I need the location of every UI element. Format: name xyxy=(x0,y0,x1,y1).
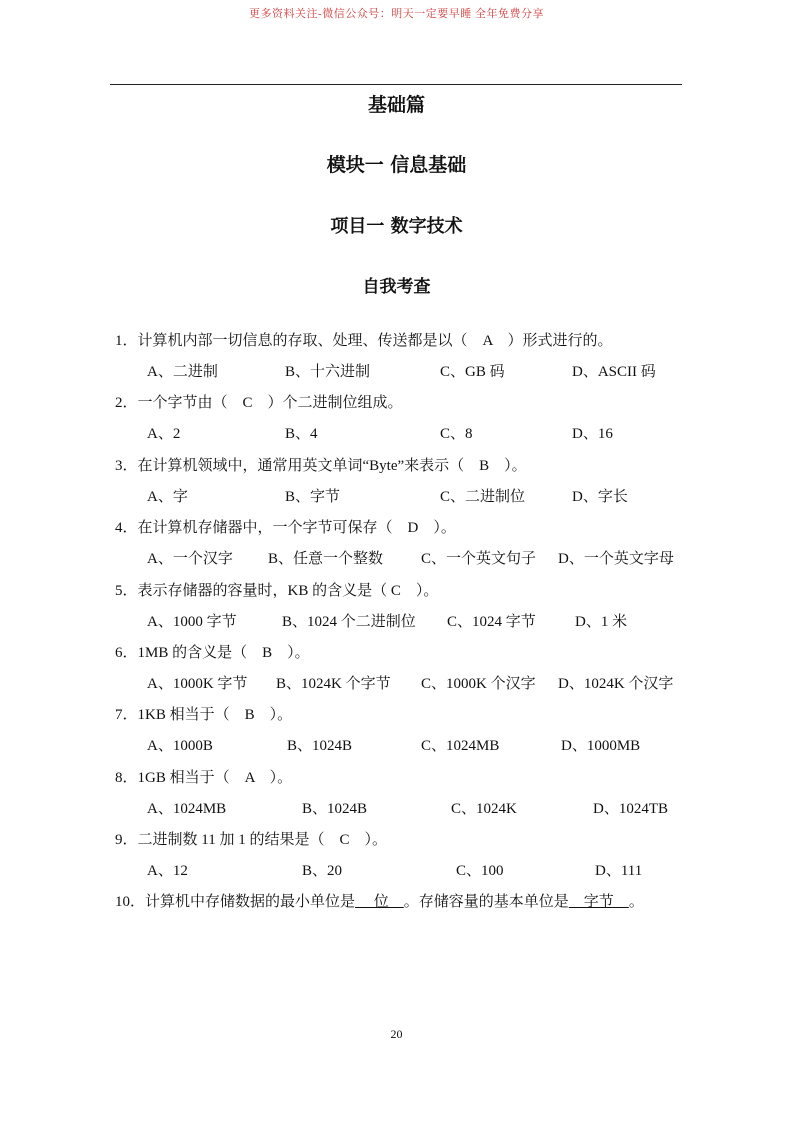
question-2-option-b: B、4 xyxy=(285,426,318,443)
question-9-option-a: A、12 xyxy=(147,863,188,880)
question-2-option-c: C、8 xyxy=(440,426,473,443)
question-3-option-d: D、字长 xyxy=(572,488,628,505)
question-10 xyxy=(115,890,644,911)
question-1-option-b: B、十六进制 xyxy=(285,364,371,380)
question-2-option-d: D、16 xyxy=(572,426,613,443)
question-8-option-c: C、1024K xyxy=(451,800,517,817)
q10-answer-2: 字节 xyxy=(568,894,629,910)
question-3-option-c: C、二进制位 xyxy=(440,488,526,505)
question-9-option-c: C、100 xyxy=(456,863,504,880)
question-5-option-b: B、1024 个二进制位 xyxy=(282,613,416,630)
header-rule xyxy=(110,84,682,85)
q10-text-2: 。存储容量的基本单位是 xyxy=(403,894,569,910)
question-5: 5．表示存储器的容量时，KB 的含义是（ C ）。 xyxy=(115,582,439,599)
question-1: 1．计算机内部一切信息的存取、处理、传送都是以（ A ）形式进行的。 xyxy=(115,333,613,349)
question-9-option-d: D、111 xyxy=(595,863,643,880)
question-1-option-d: D、ASCII 码 xyxy=(572,364,656,380)
section-title: 自我考查 xyxy=(362,277,431,297)
question-5-option-a: A、1000 字节 xyxy=(147,613,237,630)
question-1-option-a: A、二进制 xyxy=(147,364,218,380)
question-9-option-b: B、20 xyxy=(302,863,343,880)
question-7: 7．1KB 相当于（ B ）。 xyxy=(115,707,293,724)
question-6-option-b: B、1024K 个字节 xyxy=(276,676,391,692)
header-note: 更多资料关注-微信公众号：明天一定要早睡 全年免费分享 xyxy=(249,8,544,20)
question-4-option-a: A、一个汉字 xyxy=(147,551,233,568)
question-7-option-c: C、1024MB xyxy=(421,738,500,755)
question-4-option-d: D、一个英文字母 xyxy=(558,551,674,568)
question-4-option-c: C、一个英文句子 xyxy=(421,551,537,568)
module-title: 模块一 信息基础 xyxy=(326,154,467,176)
question-3: 3．在计算机领域中，通常用英文单词“Byte”来表示（ B ）。 xyxy=(115,457,527,474)
question-2-option-a: A、2 xyxy=(147,426,181,443)
question-1-option-c: C、GB 码 xyxy=(440,364,505,380)
page-number: 20 xyxy=(390,1027,403,1041)
question-4-option-b: B、任意一个整数 xyxy=(268,551,384,568)
question-4: 4．在计算机存储器中，一个字节可保存（ D ）。 xyxy=(115,520,456,537)
question-3-option-b: B、字节 xyxy=(285,488,341,505)
question-9: 9．二进制数 11 加 1 的结果是（ C ）。 xyxy=(115,832,387,849)
question-7-option-b: B、1024B xyxy=(287,738,353,755)
question-6: 6．1MB 的含义是（ B ）。 xyxy=(115,645,310,661)
question-6-option-d: D、1024K 个汉字 xyxy=(558,676,674,692)
part-title: 基础篇 xyxy=(367,94,425,116)
question-3-option-a: A、字 xyxy=(147,488,188,505)
project-title: 项目一 数字技术 xyxy=(330,216,463,237)
question-8-option-d: D、1024TB xyxy=(593,800,669,817)
question-8-option-a: A、1024MB xyxy=(147,800,227,817)
question-5-option-c: C、1024 字节 xyxy=(447,613,536,630)
q10-text-3: 。 xyxy=(628,894,644,910)
question-7-option-a: A、1000B xyxy=(147,738,213,755)
question-6-option-c: C、1000K 个汉字 xyxy=(421,676,536,692)
q10-answer-1: 位 xyxy=(355,894,404,910)
question-5-option-d: D、1 米 xyxy=(575,613,628,630)
question-8: 8．1GB 相当于（ A ）。 xyxy=(115,769,293,786)
question-7-option-d: D、1000MB xyxy=(561,738,641,755)
question-6-option-a: A、1000K 字节 xyxy=(147,676,248,692)
q10-text-1: 10．计算机中存储数据的最小单位是 xyxy=(115,894,356,910)
question-2: 2．一个字节由（ C ）个二进制位组成。 xyxy=(115,395,403,412)
question-8-option-b: B、1024B xyxy=(302,800,368,817)
